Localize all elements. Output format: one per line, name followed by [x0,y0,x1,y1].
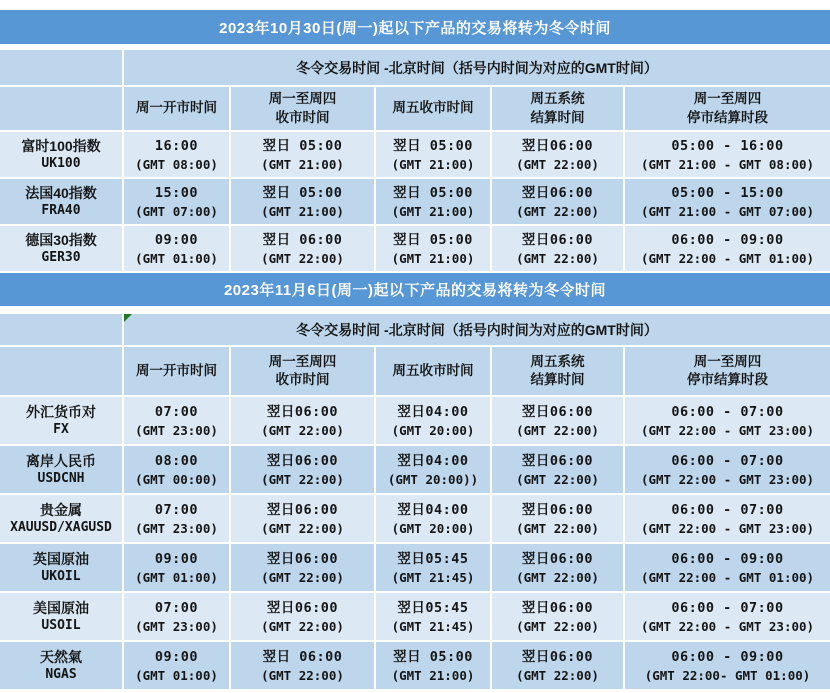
product-cell [0,544,122,591]
time-cell [231,642,374,689]
gmt-value: (GMT 22:00) [516,422,599,438]
product-code: NGAS [45,667,77,683]
time-value: 16:00 [154,137,199,154]
time-cell [492,179,623,224]
gmt-value: (GMT 21:00) [261,203,344,219]
col-header-mon-thu-close [231,347,374,395]
time-value: 06:00 - 09:00 [671,648,784,665]
gmt-value: (GMT 22:00 - GMT 23:00) [640,520,815,536]
time-cell [124,132,229,177]
gmt-value: (GMT 22:00 - GMT 23:00) [640,618,815,634]
time-value: 翌日 05:00 [262,184,343,201]
col-header-fri-settle [492,87,623,130]
time-cell [625,495,830,542]
gmt-value: (GMT 22:00 - GMT 23:00) [640,422,815,438]
time-cell [492,495,623,542]
gmt-value: (GMT 21:00 - GMT 07:00) [640,203,815,219]
product-cell [0,226,122,271]
time-cell [492,544,623,591]
time-value: 翌日 05:00 [393,648,473,665]
time-cell [231,226,374,271]
time-value: 06:00 - 09:00 [671,550,784,567]
subheader-row [0,50,830,85]
table-row-gold [0,495,830,542]
col-header-line: 周五系统 [530,91,585,107]
product-code: XAUUSD/XAGUSD [10,520,112,536]
section-oct30 [0,10,830,271]
product-name: 法国40指数 [25,184,97,201]
col-header-fri-settle [492,347,623,395]
col-header-halt-period [625,347,830,395]
time-value: 翌日06:00 [266,501,339,518]
time-value: 09:00 [154,231,199,248]
product-code: USDCNH [37,471,85,487]
gmt-value: (GMT 20:00) [391,520,475,536]
gmt-value: (GMT 01:00) [135,250,218,266]
table-row-uk100 [0,132,830,177]
time-value: 06:00 - 07:00 [671,403,784,420]
time-value: 05:00 - 15:00 [671,184,784,201]
col-header-line: 周一至周四 [693,91,762,107]
gmt-value: (GMT 21:00 - GMT 08:00) [640,156,815,172]
col-header-line: 周一开市时间 [136,100,217,116]
col-header-fri-close [376,347,490,395]
product-name: 天然氣 [40,648,82,665]
product-code: FRA40 [41,203,81,219]
gmt-value: (GMT 00:00) [135,471,218,487]
time-cell [492,397,623,444]
gmt-value: (GMT 22:00) [516,618,599,634]
col-header-line: 周一至周四 [268,353,337,369]
time-value: 翌日04:00 [397,403,469,420]
time-value: 翌日06:00 [521,231,594,248]
time-cell [124,226,229,271]
time-cell [492,642,623,689]
time-cell [625,593,830,640]
time-cell [492,132,623,177]
time-cell [231,397,374,444]
product-cell [0,397,122,444]
time-value: 翌日06:00 [521,648,594,665]
col-header-line: 收市时间 [275,109,330,125]
col-header-line: 周五系统 [530,353,585,369]
time-cell [376,446,490,493]
section-title-bar [0,273,830,306]
time-cell [231,495,374,542]
product-name: 美国原油 [33,599,89,616]
product-cell [0,593,122,640]
time-value: 翌日06:00 [521,550,594,567]
section-title: 2023年10月30日(周一)起以下产品的交易将转为冬令时间 [219,19,611,37]
time-cell [124,495,229,542]
col-header-line: 周一开市时间 [136,362,217,378]
gmt-value: (GMT 01:00) [135,569,218,585]
time-cell [124,446,229,493]
gmt-value: (GMT 22:00) [261,422,344,438]
time-cell [231,179,374,224]
time-cell [376,226,490,271]
time-cell [376,132,490,177]
product-code: FX [53,422,69,438]
time-cell [231,593,374,640]
gmt-value: (GMT 22:00) [516,569,599,585]
gmt-value: (GMT 21:00) [391,203,475,219]
time-value: 翌日06:00 [266,599,339,616]
col-header-line: 周五收市时间 [392,362,474,378]
time-cell [376,397,490,444]
time-cell [625,397,830,444]
time-cell [231,446,374,493]
gmt-value: (GMT 21:00) [391,667,475,683]
time-cell [231,544,374,591]
time-value: 05:00 - 16:00 [671,137,784,154]
time-cell [124,642,229,689]
time-cell [124,179,229,224]
product-name: 英国原油 [33,550,89,567]
time-value: 翌日06:00 [266,403,339,420]
time-cell [625,226,830,271]
time-value: 06:00 - 07:00 [671,501,784,518]
gmt-value: (GMT 23:00) [135,422,218,438]
subheader-label: 冬令交易时间 -北京时间（括号内时间为对应的GMT时间） [296,321,658,338]
gmt-value: (GMT 22:00) [261,569,344,585]
column-header-row [0,87,830,130]
section-title: 2023年11月6日(周一)起以下产品的交易将转为冬令时间 [223,282,607,299]
time-value: 翌日06:00 [521,137,594,154]
gmt-value: (GMT 22:00) [261,250,344,266]
gmt-value: (GMT 23:00) [135,520,218,536]
col-header-halt-period [625,87,830,130]
gmt-value: (GMT 22:00) [261,520,344,536]
time-value: 15:00 [154,184,199,201]
time-value: 翌日 05:00 [393,137,473,154]
product-code: USOIL [41,618,81,634]
col-header-line: 停市结算时段 [687,109,768,125]
time-value: 08:00 [154,452,199,469]
time-cell [625,132,830,177]
time-value: 翌日 05:00 [393,184,473,201]
product-cell [0,179,122,224]
gmt-value: (GMT 22:00 - GMT 01:00) [640,569,815,585]
table-row-usoil [0,593,830,640]
time-value: 翌日 06:00 [262,648,343,665]
table-row-ger30 [0,226,830,271]
gmt-value: (GMT 21:45) [391,569,475,585]
table-row-fx [0,397,830,444]
time-value: 翌日06:00 [266,452,339,469]
time-value: 07:00 [154,403,199,420]
time-cell [231,132,374,177]
col-header-line: 结算时间 [530,109,585,125]
product-code: UKOIL [41,569,81,585]
gmt-value: (GMT 20:00)) [387,471,479,487]
time-cell [376,593,490,640]
corner-cell [0,347,122,395]
gmt-value: (GMT 21:45) [391,618,475,634]
col-header-line: 周一至周四 [268,91,337,107]
section-title-bar [0,10,830,44]
gmt-value: (GMT 21:00) [261,156,344,172]
time-value: 翌日 06:00 [262,231,343,248]
subheader-label: 冬令交易时间 -北京时间（括号内时间为对应的GMT时间） [296,59,658,76]
time-cell [124,544,229,591]
time-value: 翌日 05:00 [262,137,343,154]
time-value: 07:00 [154,599,199,616]
gmt-value: (GMT 22:00) [261,667,344,683]
col-header-open [124,87,229,130]
time-value: 09:00 [154,550,199,567]
subheader-row [0,314,830,345]
time-value: 翌日04:00 [397,501,469,518]
excel-corner-marker-icon [124,314,132,322]
table-row-ngas [0,642,830,689]
time-value: 翌日06:00 [521,184,594,201]
product-code: GER30 [41,250,81,266]
gmt-value: (GMT 21:00) [391,156,475,172]
gmt-value: (GMT 22:00) [516,667,599,683]
time-value: 翌日06:00 [521,452,594,469]
col-header-mon-thu-close [231,87,374,130]
gmt-value: (GMT 22:00) [516,250,599,266]
subheader-cell [124,314,830,345]
time-value: 翌日05:45 [397,599,469,616]
time-value: 06:00 - 09:00 [671,231,784,248]
time-value: 翌日 05:00 [393,231,473,248]
time-value: 翌日04:00 [397,452,469,469]
product-code: UK100 [41,156,81,172]
subheader-cell [124,50,830,85]
table-row-usdcnh [0,446,830,493]
gmt-value: (GMT 21:00) [391,250,475,266]
gmt-value: (GMT 20:00) [391,422,475,438]
product-cell [0,642,122,689]
time-cell [376,495,490,542]
gmt-value: (GMT 22:00) [516,203,599,219]
corner-cell [0,87,122,130]
time-value: 翌日06:00 [266,550,339,567]
time-value: 07:00 [154,501,199,518]
time-cell [625,544,830,591]
time-value: 翌日06:00 [521,403,594,420]
gmt-value: (GMT 23:00) [135,618,218,634]
time-cell [376,179,490,224]
table-row-ukoil [0,544,830,591]
product-name: 离岸人民币 [26,452,96,469]
time-value: 翌日06:00 [521,501,594,518]
time-cell [376,544,490,591]
time-cell [376,642,490,689]
time-value: 06:00 - 07:00 [671,452,784,469]
time-value: 06:00 - 07:00 [671,599,784,616]
col-header-line: 周一至周四 [693,353,762,369]
time-cell [625,179,830,224]
time-cell [492,226,623,271]
column-header-row [0,347,830,395]
product-cell [0,446,122,493]
gmt-value: (GMT 22:00) [261,618,344,634]
product-name: 富时100指数 [21,137,101,154]
col-header-line: 收市时间 [275,372,330,387]
gmt-value: (GMT 07:00) [135,203,218,219]
gmt-value: (GMT 22:00 - GMT 23:00) [640,471,815,487]
section-nov6 [0,273,830,689]
corner-cell [0,314,122,345]
gmt-value: (GMT 22:00) [516,156,599,172]
col-header-open [124,347,229,395]
table-row-fra40 [0,179,830,224]
gmt-value: (GMT 08:00) [135,156,218,172]
product-name: 德国30指数 [25,231,97,248]
time-value: 09:00 [154,648,199,665]
product-cell [0,132,122,177]
gmt-value: (GMT 22:00) [261,471,344,487]
gmt-value: (GMT 22:00 - GMT 01:00) [640,250,815,266]
time-cell [625,642,830,689]
time-value: 翌日05:45 [397,550,469,567]
time-cell [492,593,623,640]
gmt-value: (GMT 22:00- GMT 01:00) [644,667,811,683]
product-name: 外汇货币对 [26,403,96,420]
time-value: 翌日06:00 [521,599,594,616]
gmt-value: (GMT 22:00) [516,520,599,536]
col-header-fri-close [376,87,490,130]
corner-cell [0,50,122,85]
time-cell [492,446,623,493]
time-cell [124,397,229,444]
product-cell [0,495,122,542]
col-header-line: 周五收市时间 [392,100,474,116]
product-name: 贵金属 [40,501,82,518]
gmt-value: (GMT 01:00) [135,667,218,683]
col-header-line: 结算时间 [530,372,585,387]
gmt-value: (GMT 22:00) [516,471,599,487]
col-header-line: 停市结算时段 [687,372,768,387]
time-cell [625,446,830,493]
time-cell [124,593,229,640]
